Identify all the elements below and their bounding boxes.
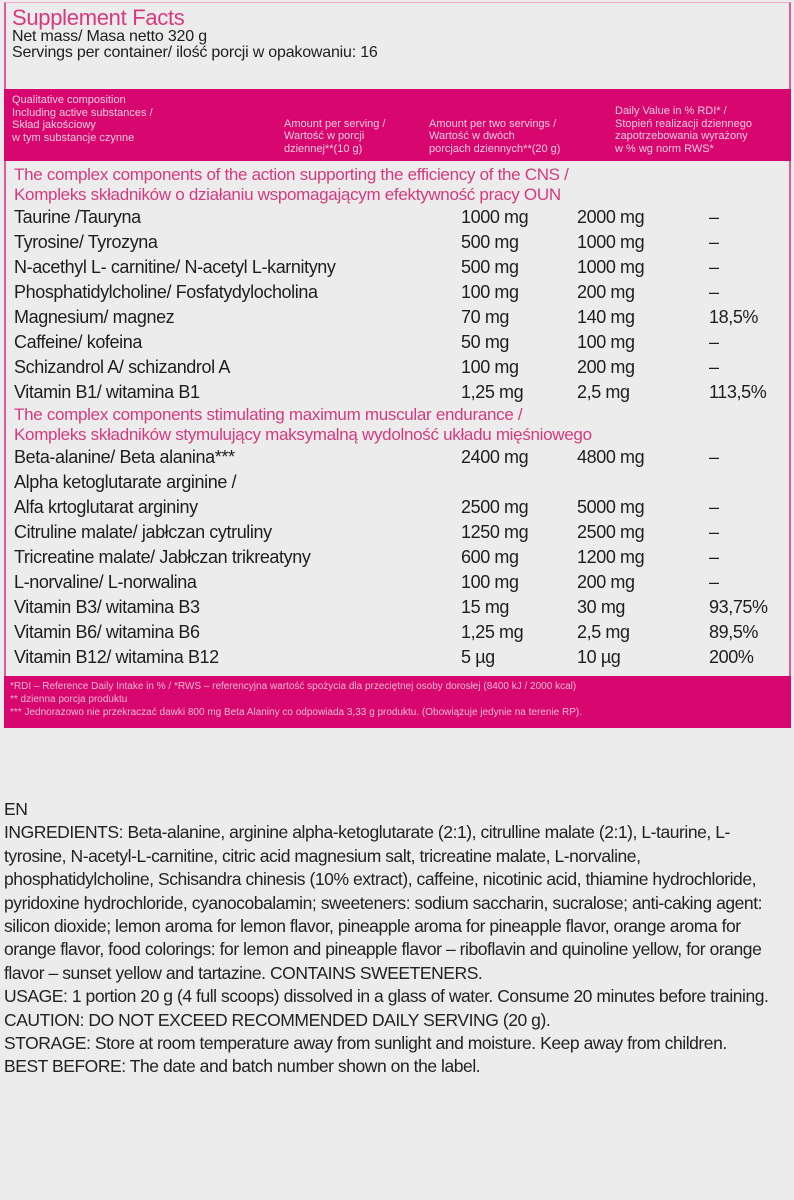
caution-text: CAUTION: DO NOT EXCEED RECOMMENDED DAILY SERVING (20 g).: [4, 1009, 551, 1030]
header-text: w % wg norm RWS*: [615, 142, 714, 155]
header-text: Wartość w dwóch: [429, 130, 515, 142]
ingredient-name: Tricreatine malate/ Jabłczan trikreatyny: [14, 547, 311, 567]
ingredient-name: Tyrosine/ Tyrozyna: [14, 232, 158, 252]
amount-per-two: 100 mg: [577, 332, 635, 352]
table-row: [14, 495, 789, 520]
table-body: [6, 161, 789, 676]
daily-value: 113,5%: [709, 382, 767, 402]
ingredient-name: Phosphatidylcholine/ Fosfatydylocholina: [14, 282, 318, 302]
ingredient-name: Schizandrol A/ schizandrol A: [14, 357, 230, 377]
amount-per-serving: 2400 mg: [461, 447, 529, 467]
amount-per-two: 4800 mg: [577, 447, 645, 467]
footnote-daily-portion: ** dzienna porcja produktu: [10, 694, 128, 705]
footnote-rdi: *RDI – Reference Daily Intake in % / *RWS – referencyjna wartość spożycia dla przeciętnej osoby dorosłej (8400 kJ / 2000 kcal): [10, 681, 577, 692]
ingredient-name: N-acethyl L- carnitine/ N-acetyl L-karnityny: [14, 257, 336, 277]
header-text: dziennej**(10 g): [284, 142, 363, 155]
section-title-line: Kompleks składników stymulujący maksymalną wydolność układu mięśniowego: [14, 425, 592, 444]
daily-value: 89,5%: [709, 622, 759, 642]
servings-per-container: Servings per container/ ilość porcji w opakowaniu: 16: [12, 44, 378, 61]
amount-per-serving: 1000 mg: [461, 207, 529, 227]
table-row: [14, 620, 789, 645]
amount-per-two: 200 mg: [577, 357, 635, 377]
table-row: [14, 330, 789, 355]
ingredient-name: L-norvaline/ L-norwalina: [14, 572, 197, 592]
daily-value: 18,5%: [709, 307, 759, 327]
amount-per-serving: 70 mg: [461, 307, 510, 327]
section-title-muscular: [14, 405, 789, 445]
header-per-serving: [284, 118, 386, 156]
amount-per-serving: 2500 mg: [461, 497, 529, 517]
header-text: Stopień realizacji dziennego: [615, 117, 752, 130]
footnote-beta-alanine: *** Jednorazowo nie przekraczać dawki 800 mg Beta Alaniny co odpowiada 3,33 g produktu. (Obowiązuje jedynie na terenie RP).: [10, 707, 583, 718]
daily-value: –: [709, 332, 719, 352]
header-text: Including active substances /: [12, 106, 153, 119]
header-text: Amount per serving /: [284, 117, 386, 130]
ingredient-name: Vitamin B3/ witamina B3: [14, 597, 200, 617]
ingredient-name: Alpha ketoglutarate arginine /: [14, 472, 237, 492]
usage-text: USAGE: 1 portion 20 g (4 full scoops) dissolved in a glass of water. Consume 20 minutes before training.: [4, 986, 769, 1007]
table-header: [4, 89, 791, 161]
daily-value: –: [709, 257, 719, 277]
best-before-text: BEST BEFORE: The date and batch number shown on the label.: [4, 1056, 481, 1077]
storage-text: STORAGE: Store at room temperature away from sunlight and moisture. Keep away from children.: [4, 1033, 727, 1054]
daily-value: –: [709, 207, 719, 227]
ingredient-name: Vitamin B1/ witamina B1: [14, 382, 200, 402]
header-text: Wartość w porcji: [284, 130, 365, 142]
amount-per-two: 5000 mg: [577, 497, 645, 517]
amount-per-serving: 100 mg: [461, 572, 519, 592]
supplement-facts-panel: [4, 2, 791, 728]
amount-per-two: 2,5 mg: [577, 622, 630, 642]
section-title-cns: [14, 165, 789, 205]
amount-per-two: 200 mg: [577, 572, 635, 592]
facts-header: [6, 3, 789, 89]
table-row: [14, 520, 789, 545]
daily-value: –: [709, 497, 719, 517]
amount-per-serving: 100 mg: [461, 282, 519, 302]
amount-per-serving: 5 µg: [461, 647, 495, 667]
table-row: [14, 570, 789, 595]
daily-value: –: [709, 572, 719, 592]
english-description: [4, 798, 789, 1079]
table-row: [14, 445, 789, 470]
amount-per-serving: 500 mg: [461, 232, 519, 252]
ingredient-name: Vitamin B12/ witamina B12: [14, 647, 219, 667]
daily-value: –: [709, 357, 719, 377]
header-text: Daily Value in % RDI* /: [615, 105, 727, 117]
amount-per-serving: 500 mg: [461, 257, 519, 277]
amount-per-two: 2500 mg: [577, 522, 645, 542]
footnotes: [4, 676, 791, 728]
amount-per-two: 1200 mg: [577, 547, 645, 567]
header-text: w tym substancje czynne: [12, 131, 135, 144]
table-row: [14, 545, 789, 570]
ingredient-name: Vitamin B6/ witamina B6: [14, 622, 200, 642]
daily-value: 93,75%: [709, 597, 768, 617]
table-row: [14, 595, 789, 620]
section-title-line: The complex components of the action supporting the efficiency of the CNS /: [14, 165, 569, 184]
table-row: [14, 205, 789, 230]
ingredient-name: Magnesium/ magnez: [14, 307, 175, 327]
amount-per-serving: 100 mg: [461, 357, 519, 377]
ingredient-name: Beta-alanine/ Beta alanina***: [14, 447, 235, 467]
ingredient-name: Caffeine/ kofeina: [14, 332, 142, 352]
table-row: [14, 230, 789, 255]
daily-value: 200%: [709, 647, 754, 667]
ingredient-name: Taurine /Tauryna: [14, 207, 141, 227]
amount-per-two: 2,5 mg: [577, 382, 630, 402]
ingredient-name: Citruline malate/ jabłczan cytruliny: [14, 522, 272, 542]
amount-per-serving: 50 mg: [461, 332, 510, 352]
daily-value: –: [709, 447, 719, 467]
amount-per-two: 30 mg: [577, 597, 626, 617]
header-text: Amount per two servings /: [429, 117, 557, 130]
amount-per-two: 1000 mg: [577, 232, 645, 252]
ingredients-text: INGREDIENTS: Beta-alanine, arginine alpha-ketoglutarate (2:1), citrulline malate (2:1), L-taurine, L-tyrosine, N-acetyl-L-carnitine, citric acid magnesium salt, tricreatine malate, L-norvaline, phosphatidylcholine, Schisandra chinesis (10% extract), caffeine, nicotinic acid, thiamine hydrochloride, pyridoxine hydrochloride, cyanocobalamin; sweeteners: sodium saccharin, sucralose; anti-caking agent: silicon dioxide; lemon aroma for lemon flavor, pineapple aroma for pineapple flavor, orange aroma for orange flavor, food colorings: for lemon and pineapple flavor – riboflavin and quinoline yellow, for orange flavor – sunset yellow and tartazine. CONTAINS SWEETENERS.: [4, 822, 763, 983]
amount-per-serving: 15 mg: [461, 597, 510, 617]
amount-per-two: 2000 mg: [577, 207, 645, 227]
section-title-line: The complex components stimulating maximum muscular endurance /: [14, 405, 523, 424]
header-text: porcjach dziennych**(20 g): [429, 142, 561, 155]
table-row: [14, 355, 789, 380]
amount-per-two: 10 µg: [577, 647, 621, 667]
ingredient-name: Alfa krtoglutarat argininy: [14, 497, 198, 517]
header-text: Skład jakościowy: [12, 119, 96, 131]
amount-per-two: 140 mg: [577, 307, 635, 327]
table-row-name-continued: [14, 470, 789, 495]
facts-title: Supplement Facts: [12, 5, 185, 30]
daily-value: –: [709, 232, 719, 252]
amount-per-serving: 1250 mg: [461, 522, 529, 542]
amount-per-serving: 600 mg: [461, 547, 519, 567]
daily-value: –: [709, 282, 719, 302]
table-row: [14, 645, 789, 670]
header-text: zapotrzebowania wyrażony: [615, 130, 748, 142]
header-per-two-servings: [429, 118, 560, 156]
daily-value: –: [709, 522, 719, 542]
header-daily-value: [615, 105, 752, 155]
daily-value: –: [709, 547, 719, 567]
language-label: EN: [4, 799, 28, 819]
section-title-line: Kompleks składników o działaniu wspomagającym efektywność pracy OUN: [14, 185, 561, 204]
amount-per-two: 1000 mg: [577, 257, 645, 277]
table-row: [14, 380, 789, 405]
net-mass: Net mass/ Masa netto 320 g: [12, 28, 207, 45]
table-row: [14, 255, 789, 280]
table-row: [14, 280, 789, 305]
amount-per-two: 200 mg: [577, 282, 635, 302]
header-text: Qualitative composition: [12, 94, 126, 106]
header-composition: [12, 94, 153, 144]
amount-per-serving: 1,25 mg: [461, 382, 524, 402]
amount-per-serving: 1,25 mg: [461, 622, 524, 642]
table-row: [14, 305, 789, 330]
